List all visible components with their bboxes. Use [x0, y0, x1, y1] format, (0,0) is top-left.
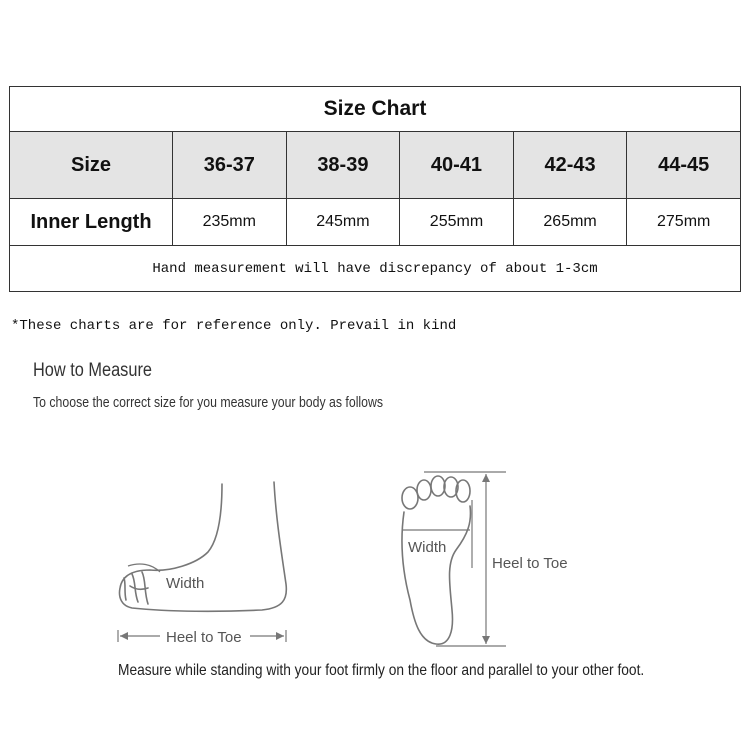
inner-length-row [10, 199, 741, 246]
side-length-label: Heel to Toe [166, 629, 242, 646]
size-chart-table [9, 86, 741, 292]
size-cell: 44-45 [627, 132, 741, 199]
length-cell: 245mm [286, 199, 400, 246]
size-row [10, 132, 741, 199]
size-cell: 36-37 [173, 132, 287, 199]
length-cell: 275mm [627, 199, 741, 246]
top-width-label: Width [408, 539, 447, 556]
top-length-label: Heel to Toe [492, 555, 568, 572]
reference-note: *These charts are for reference only. Prevail in kind [11, 318, 457, 334]
side-width-label: Width [166, 575, 205, 592]
size-cell: 40-41 [400, 132, 514, 199]
size-label-cell: Size [10, 132, 173, 199]
how-to-measure-subtitle: To choose the correct size for you measure your body as follows [33, 394, 384, 411]
size-cell: 42-43 [513, 132, 627, 199]
length-cell: 255mm [400, 199, 514, 246]
title-row [10, 87, 741, 132]
foot-measure-diagram [0, 460, 750, 660]
how-to-measure-title: How to Measure [33, 360, 152, 381]
inner-length-label-cell: Inner Length [10, 199, 173, 246]
table-title: Size Chart [10, 87, 741, 132]
top-view-foot-illustration [402, 476, 470, 644]
size-cell: 38-39 [286, 132, 400, 199]
length-cell: 265mm [513, 199, 627, 246]
note-row [10, 246, 741, 292]
length-cell: 235mm [173, 199, 287, 246]
discrepancy-note: Hand measurement will have discrepancy of about 1-3cm [10, 246, 741, 292]
measure-instruction: Measure while standing with your foot firmly on the floor and parallel to your other foot. [118, 662, 645, 679]
